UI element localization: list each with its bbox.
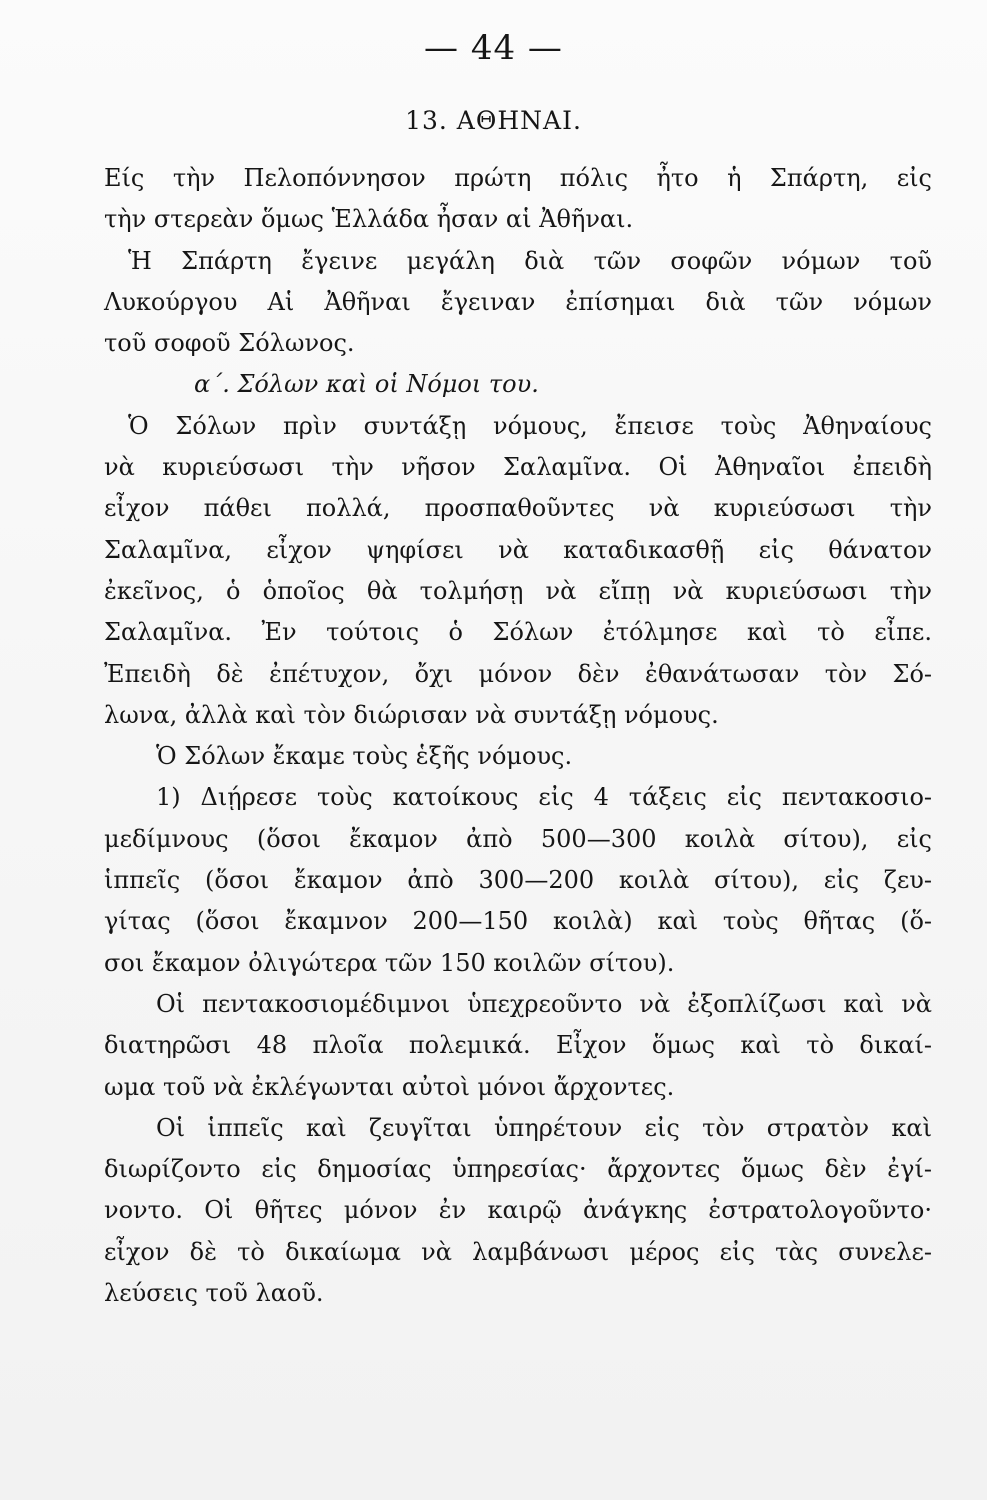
text-line: Οἱ πεντακοσιομέδιμνοι ὑπεχρεοῦντο νὰ ἐξοπλίζωσι καὶ νὰ: [156, 989, 932, 1018]
text-line: εἶχον δὲ τὸ δικαίωμα νὰ λαμβάνωσι μέρος εἰς τὰς συνελε-: [104, 1237, 932, 1266]
text-line: 1) Διῄρεσε τοὺς κατοίκους εἰς 4 τάξεις εἰς πεντακοσιο-: [156, 783, 932, 812]
text-line: διατηρῶσι 48 πλοῖα πολεμικά. Εἶχον ὅμως καὶ τὸ δικαί-: [104, 1031, 932, 1060]
text-line: Οἱ ἱππεῖς καὶ ζευγῖται ὑπηρέτουν εἰς τὸν στρατὸν καὶ: [156, 1113, 932, 1142]
text-line: σοι ἔκαμον ὀλιγώτερα τῶν 150 κοιλῶν σίτου).: [104, 948, 675, 977]
text-line: Ὁ Σόλων πρὶν συντάξῃ νόμους, ἔπεισε τοὺς Ἀθηναίους: [128, 411, 932, 440]
text-line: λωνα, ἀλλὰ καὶ τὸν διώρισαν νὰ συντάξῃ νόμους.: [104, 700, 719, 729]
text-line: μεδίμνους (ὅσοι ἔκαμον ἀπὸ 500—300 κοιλὰ σίτου), εἰς: [104, 824, 932, 853]
section-subheading: α΄. Σόλων καὶ οἱ Νόμοι του.: [194, 370, 539, 399]
text-line: εἶχον πάθει πολλά, προσπαθοῦντες νὰ κυριεύσωσι τὴν: [104, 494, 932, 523]
text-line: ἐκεῖνος, ὁ ὁποῖος θὰ τολμήσῃ νὰ εἴπῃ νὰ κυριεύσωσι τὴν: [104, 576, 932, 605]
text-line: λεύσεις τοῦ λαοῦ.: [104, 1279, 324, 1308]
text-line: ωμα τοῦ νὰ ἐκλέγωνται αὐτοὶ μόνοι ἄρχοντες.: [104, 1072, 675, 1101]
text-line: γίτας (ὅσοι ἔκαμνον 200—150 κοιλὰ) καὶ τοὺς θῆτας (ὅ-: [104, 907, 932, 936]
page-body-text: [104, 158, 932, 1314]
text-line: τοῦ σοφοῦ Σόλωνος.: [104, 329, 355, 358]
page-number: — 44 —: [424, 28, 563, 68]
chapter-title: 13. ΑΘΗΝΑΙ.: [405, 106, 582, 135]
text-line: τὴν στερεὰν ὅμως Ἑλλάδα ἦσαν αἱ Ἀθῆναι.: [104, 205, 634, 234]
text-line: νὰ κυριεύσωσι τὴν νῆσον Σαλαμῖνα. Οἱ Ἀθηναῖοι ἐπειδὴ: [104, 453, 932, 482]
text-line: νοντο. Οἱ θῆτες μόνον ἐν καιρῷ ἀνάγκης ἐστρατολογοῦντο·: [104, 1196, 932, 1225]
text-line: Είς τὴν Πελοπόννησον πρώτη πόλις ἦτο ἡ Σπάρτη, εἰς: [104, 164, 932, 192]
text-line: Σαλαμῖνα. Ἐν τούτοις ὁ Σόλων ἐτόλμησε καὶ τὸ εἶπε.: [104, 618, 932, 647]
text-line: Λυκούργου Αἱ Ἀθῆναι ἔγειναν ἐπίσημαι διὰ τῶν νόμων: [104, 287, 932, 316]
text-line: ἱππεῖς (ὅσοι ἔκαμον ἀπὸ 300—200 κοιλὰ σίτου), εἰς ζευ-: [104, 866, 932, 895]
text-line: Σαλαμῖνα, εἶχον ψηφίσει νὰ καταδικασθῇ εἰς θάνατον: [104, 535, 932, 564]
text-line: διωρίζοντο εἰς δημοσίας ὑπηρεσίας· ἄρχοντες ὅμως δὲν ἐγί-: [104, 1155, 932, 1184]
text-line: Ἐπειδὴ δὲ ἐπέτυχον, ὄχι μόνον δὲν ἐθανάτωσαν τὸν Σό-: [104, 659, 932, 688]
text-line: Ἡ Σπάρτη ἔγεινε μεγάλη διὰ τῶν σοφῶν νόμων τοῦ: [128, 246, 932, 275]
text-line: Ὁ Σόλων ἔκαμε τοὺς ἑξῆς νόμους.: [156, 742, 573, 771]
